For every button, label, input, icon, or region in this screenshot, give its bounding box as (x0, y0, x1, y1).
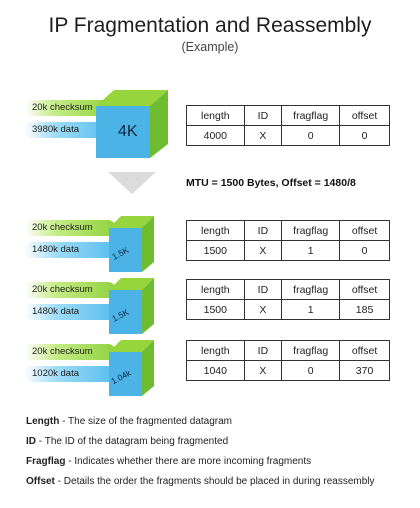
header-id: ID (244, 280, 282, 300)
legend-desc: - Indicates whether there are more incoming fragments (65, 456, 312, 467)
legend-term: ID (26, 436, 36, 447)
header-id: ID (244, 106, 282, 126)
header-fragflag: fragflag (282, 106, 340, 126)
checksum-pill: 20k checksum (24, 344, 116, 360)
fragment-table (186, 340, 390, 381)
header-length: length (187, 341, 245, 361)
cell-offset: 0 (340, 241, 390, 261)
cell-offset: 0 (340, 126, 390, 146)
legend-id (26, 436, 228, 447)
cell-id: X (244, 126, 282, 146)
header-id: ID (244, 341, 282, 361)
header-offset: offset (340, 106, 390, 126)
legend-desc: - The ID of the datagram being fragmented (36, 436, 229, 447)
header-offset: offset (340, 341, 390, 361)
data-pill: 3980k data (24, 122, 112, 138)
cell-length: 1040 (187, 361, 245, 381)
original-table (186, 105, 390, 146)
legend-term: Fragflag (26, 456, 66, 467)
cell-length: 1500 (187, 241, 245, 261)
datagram-cube-icon (92, 88, 170, 160)
page-title: IP Fragmentation and Reassembly (48, 14, 372, 37)
fragment-table (186, 220, 390, 261)
fragment-table (186, 279, 390, 320)
cell-fragflag: 1 (282, 300, 340, 320)
data-pill: 1480k data (24, 304, 116, 320)
legend-fragflag (26, 456, 311, 467)
checksum-pill: 20k checksum (24, 100, 112, 116)
cell-id: X (244, 241, 282, 261)
cell-fragflag: 0 (282, 126, 340, 146)
cell-id: X (244, 300, 282, 320)
fragment-cube-icon (106, 338, 156, 400)
down-arrow-icon (108, 172, 156, 194)
cell-id: X (244, 361, 282, 381)
header-length: length (187, 106, 245, 126)
cube-label: 1.5K (110, 306, 131, 324)
legend-length (26, 416, 232, 427)
cube-label: 1.04k (109, 367, 133, 387)
cell-fragflag: 0 (282, 361, 340, 381)
data-pill: 1480k data (24, 242, 116, 258)
data-pill: 1020k data (24, 366, 116, 382)
cube-label: 4K (118, 123, 138, 140)
legend-term: Offset (26, 476, 55, 487)
header-id: ID (244, 221, 282, 241)
cell-offset: 185 (340, 300, 390, 320)
checksum-pill: 20k checksum (24, 282, 116, 298)
cube-label: 1.5K (110, 244, 131, 262)
cell-fragflag: 1 (282, 241, 340, 261)
header-fragflag: fragflag (282, 280, 340, 300)
legend-term: Length (26, 416, 60, 427)
checksum-pill: 20k checksum (24, 220, 116, 236)
legend-desc: - Details the order the fragments should be placed in during reassembly (54, 476, 375, 487)
header-offset: offset (340, 221, 390, 241)
header-offset: offset (340, 280, 390, 300)
cell-length: 1500 (187, 300, 245, 320)
header-fragflag: fragflag (282, 221, 340, 241)
cell-offset: 370 (340, 361, 390, 381)
page-subtitle: (Example) (181, 40, 239, 54)
header-length: length (187, 221, 245, 241)
header-fragflag: fragflag (282, 341, 340, 361)
fragment-cube-icon (106, 214, 156, 276)
legend-offset (26, 476, 375, 487)
header-length: length (187, 280, 245, 300)
mtu-note: MTU = 1500 Bytes, Offset = 1480/8 (186, 177, 356, 189)
cell-length: 4000 (187, 126, 245, 146)
fragment-cube-icon (106, 276, 156, 338)
legend-desc: - The size of the fragmented datagram (59, 416, 233, 427)
